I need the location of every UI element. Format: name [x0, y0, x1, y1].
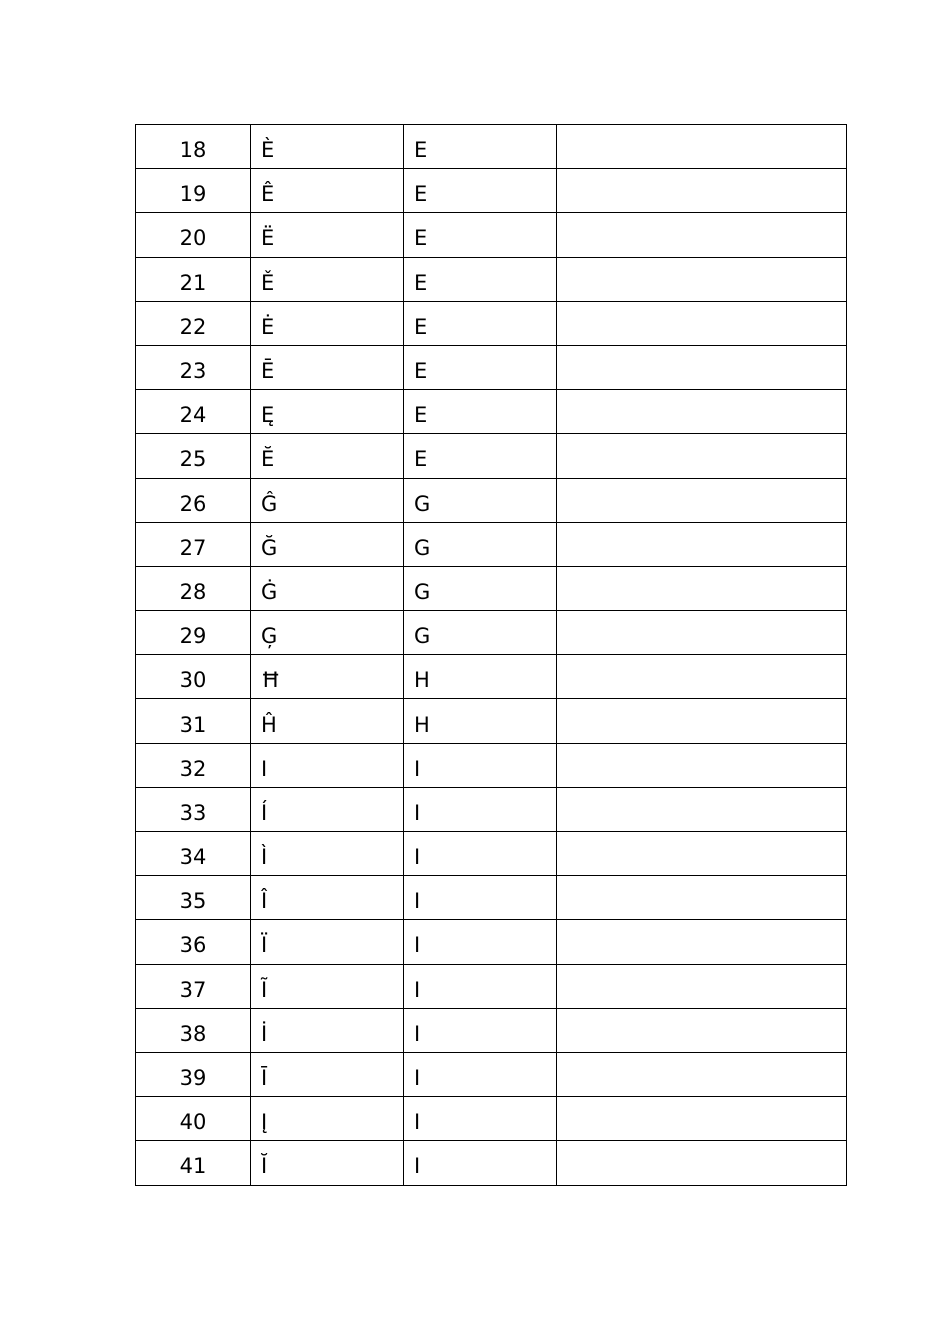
base-letter-cell-text: E	[414, 359, 428, 384]
base-letter-cell	[404, 301, 557, 345]
row-number-cell-text: 39	[179, 1066, 207, 1091]
table-row	[136, 1052, 847, 1096]
table-row	[136, 832, 847, 876]
row-number-cell	[136, 1052, 251, 1096]
accented-character-cell-text: Ï	[261, 933, 268, 958]
row-number-cell	[136, 876, 251, 920]
base-letter-cell	[404, 920, 557, 964]
accented-character-cell-text: Î	[261, 889, 268, 914]
base-letter-cell-text: G	[414, 491, 431, 516]
note-cell	[557, 1141, 847, 1185]
base-letter-cell	[404, 1097, 557, 1141]
base-letter-cell-text: I	[414, 756, 421, 781]
table-row	[136, 169, 847, 213]
base-letter-cell-text: I	[414, 1154, 421, 1179]
base-letter-cell-text: G	[414, 579, 431, 604]
accented-character-cell-text: Ĝ	[261, 491, 278, 516]
accented-character-cell-text: Ē	[261, 359, 275, 384]
accented-character-cell-text: Ģ	[261, 624, 278, 649]
accented-character-cell-text: Ħ	[261, 668, 281, 693]
table-row	[136, 125, 847, 169]
note-cell	[557, 257, 847, 301]
note-cell	[557, 655, 847, 699]
row-number-cell-text: 21	[179, 270, 207, 295]
base-letter-cell-text: I	[414, 1066, 421, 1091]
note-cell	[557, 743, 847, 787]
note-cell	[557, 920, 847, 964]
accented-character-cell-text: Ê	[261, 182, 275, 207]
accented-character-cell	[251, 787, 404, 831]
base-letter-cell-text: I	[414, 1110, 421, 1135]
accented-character-cell	[251, 125, 404, 169]
row-number-cell-text: 28	[179, 579, 207, 604]
base-letter-cell-text: G	[414, 624, 431, 649]
accented-character-cell-text: Ë	[261, 226, 275, 251]
note-cell	[557, 125, 847, 169]
table-row	[136, 920, 847, 964]
accented-character-cell-text: İ	[261, 1021, 268, 1046]
row-number-cell-text: 27	[179, 535, 207, 560]
row-number-cell	[136, 566, 251, 610]
accented-character-cell-text: Ì	[261, 845, 268, 870]
base-letter-cell-text: H	[414, 668, 430, 693]
base-letter-cell-text: E	[414, 314, 428, 339]
row-number-cell-text: 31	[179, 712, 207, 737]
table-row	[136, 478, 847, 522]
accented-character-cell	[251, 478, 404, 522]
row-number-cell	[136, 1008, 251, 1052]
row-number-cell	[136, 611, 251, 655]
row-number-cell-text: 34	[179, 845, 207, 870]
base-letter-cell	[404, 566, 557, 610]
row-number-cell-text: 30	[179, 668, 207, 693]
accented-character-cell	[251, 743, 404, 787]
base-letter-cell-text: I	[414, 933, 421, 958]
note-cell	[557, 1097, 847, 1141]
accented-character-cell-text: Ĥ	[261, 712, 277, 737]
table-row	[136, 743, 847, 787]
row-number-cell	[136, 390, 251, 434]
note-cell	[557, 832, 847, 876]
accented-character-cell	[251, 213, 404, 257]
base-letter-cell-text: E	[414, 403, 428, 428]
accented-character-cell	[251, 1097, 404, 1141]
note-cell	[557, 1052, 847, 1096]
row-number-cell-text: 22	[179, 314, 207, 339]
accented-character-cell	[251, 699, 404, 743]
character-mapping-table	[135, 124, 847, 1186]
accented-character-cell-text: Ė	[261, 314, 275, 339]
base-letter-cell	[404, 125, 557, 169]
accented-character-cell	[251, 876, 404, 920]
note-cell	[557, 611, 847, 655]
note-cell	[557, 345, 847, 389]
table-row	[136, 390, 847, 434]
note-cell	[557, 699, 847, 743]
note-cell	[557, 522, 847, 566]
accented-character-cell	[251, 257, 404, 301]
note-cell	[557, 301, 847, 345]
accented-character-cell	[251, 1141, 404, 1185]
base-letter-cell-text: G	[414, 535, 431, 560]
table-row	[136, 876, 847, 920]
table-row	[136, 434, 847, 478]
row-number-cell-text: 33	[179, 800, 207, 825]
table-row	[136, 522, 847, 566]
accented-character-cell	[251, 1052, 404, 1096]
base-letter-cell	[404, 699, 557, 743]
row-number-cell-text: 41	[179, 1154, 207, 1179]
base-letter-cell-text: I	[414, 800, 421, 825]
row-number-cell	[136, 743, 251, 787]
base-letter-cell-text: E	[414, 447, 428, 472]
accented-character-cell-text: Í	[261, 800, 268, 825]
base-letter-cell	[404, 478, 557, 522]
accented-character-cell-text: Ĩ	[261, 977, 268, 1002]
row-number-cell	[136, 655, 251, 699]
base-letter-cell	[404, 345, 557, 389]
table-body	[136, 125, 847, 1186]
row-number-cell-text: 40	[179, 1110, 207, 1135]
row-number-cell-text: 38	[179, 1021, 207, 1046]
accented-character-cell-text: Ğ	[261, 535, 278, 560]
row-number-cell-text: 19	[179, 182, 207, 207]
note-cell	[557, 787, 847, 831]
row-number-cell-text: 37	[179, 977, 207, 1002]
accented-character-cell-text: Ĕ	[261, 447, 275, 472]
note-cell	[557, 169, 847, 213]
accented-character-cell	[251, 345, 404, 389]
row-number-cell	[136, 478, 251, 522]
base-letter-cell	[404, 743, 557, 787]
accented-character-cell	[251, 832, 404, 876]
base-letter-cell	[404, 876, 557, 920]
base-letter-cell-text: E	[414, 182, 428, 207]
row-number-cell	[136, 257, 251, 301]
accented-character-cell	[251, 920, 404, 964]
accented-character-cell-text: Ġ	[261, 579, 278, 604]
base-letter-cell-text: I	[414, 889, 421, 914]
base-letter-cell-text: I	[414, 1021, 421, 1046]
base-letter-cell-text: I	[414, 977, 421, 1002]
note-cell	[557, 876, 847, 920]
table-row	[136, 213, 847, 257]
accented-character-cell	[251, 566, 404, 610]
table-row	[136, 699, 847, 743]
accented-character-cell-text: Ę	[261, 403, 275, 428]
accented-character-cell	[251, 1008, 404, 1052]
base-letter-cell-text: E	[414, 270, 428, 295]
note-cell	[557, 964, 847, 1008]
table-row	[136, 257, 847, 301]
table-row	[136, 566, 847, 610]
base-letter-cell	[404, 390, 557, 434]
row-number-cell	[136, 125, 251, 169]
accented-character-cell	[251, 434, 404, 478]
base-letter-cell	[404, 1141, 557, 1185]
table-row	[136, 1008, 847, 1052]
table-row	[136, 301, 847, 345]
row-number-cell	[136, 213, 251, 257]
row-number-cell	[136, 787, 251, 831]
note-cell	[557, 213, 847, 257]
row-number-cell-text: 32	[179, 756, 207, 781]
table-row	[136, 787, 847, 831]
row-number-cell-text: 26	[179, 491, 207, 516]
base-letter-cell	[404, 832, 557, 876]
note-cell	[557, 566, 847, 610]
base-letter-cell	[404, 169, 557, 213]
table-row	[136, 1097, 847, 1141]
row-number-cell	[136, 169, 251, 213]
accented-character-cell-text: È	[261, 138, 275, 163]
table-row	[136, 964, 847, 1008]
base-letter-cell-text: E	[414, 226, 428, 251]
row-number-cell-text: 23	[179, 359, 207, 384]
row-number-cell	[136, 434, 251, 478]
base-letter-cell	[404, 434, 557, 478]
row-number-cell	[136, 301, 251, 345]
accented-character-cell	[251, 390, 404, 434]
base-letter-cell-text: E	[414, 138, 428, 163]
row-number-cell	[136, 522, 251, 566]
row-number-cell	[136, 699, 251, 743]
note-cell	[557, 478, 847, 522]
row-number-cell-text: 20	[179, 226, 207, 251]
base-letter-cell	[404, 213, 557, 257]
base-letter-cell	[404, 787, 557, 831]
base-letter-cell	[404, 1052, 557, 1096]
row-number-cell-text: 24	[179, 403, 207, 428]
row-number-cell	[136, 1141, 251, 1185]
row-number-cell-text: 35	[179, 889, 207, 914]
row-number-cell	[136, 832, 251, 876]
row-number-cell	[136, 1097, 251, 1141]
base-letter-cell	[404, 964, 557, 1008]
base-letter-cell-text: H	[414, 712, 430, 737]
accented-character-cell-text: Į	[261, 1110, 268, 1135]
note-cell	[557, 434, 847, 478]
accented-character-cell	[251, 655, 404, 699]
accented-character-cell	[251, 169, 404, 213]
base-letter-cell	[404, 257, 557, 301]
base-letter-cell	[404, 1008, 557, 1052]
accented-character-cell-text: Ĭ	[261, 1154, 268, 1179]
row-number-cell-text: 18	[179, 138, 207, 163]
note-cell	[557, 390, 847, 434]
accented-character-cell-text: Ě	[261, 270, 275, 295]
base-letter-cell	[404, 522, 557, 566]
base-letter-cell	[404, 611, 557, 655]
row-number-cell-text: 25	[179, 447, 207, 472]
note-cell	[557, 1008, 847, 1052]
table-row	[136, 611, 847, 655]
table-row	[136, 1141, 847, 1185]
base-letter-cell	[404, 655, 557, 699]
table-row	[136, 345, 847, 389]
base-letter-cell-text: I	[414, 845, 421, 870]
accented-character-cell	[251, 301, 404, 345]
row-number-cell	[136, 964, 251, 1008]
row-number-cell	[136, 920, 251, 964]
accented-character-cell	[251, 611, 404, 655]
accented-character-cell-text: I	[261, 756, 268, 781]
row-number-cell-text: 36	[179, 933, 207, 958]
table-row	[136, 655, 847, 699]
row-number-cell-text: 29	[179, 624, 207, 649]
accented-character-cell	[251, 964, 404, 1008]
accented-character-cell	[251, 522, 404, 566]
accented-character-cell-text: Ī	[261, 1066, 268, 1091]
row-number-cell	[136, 345, 251, 389]
